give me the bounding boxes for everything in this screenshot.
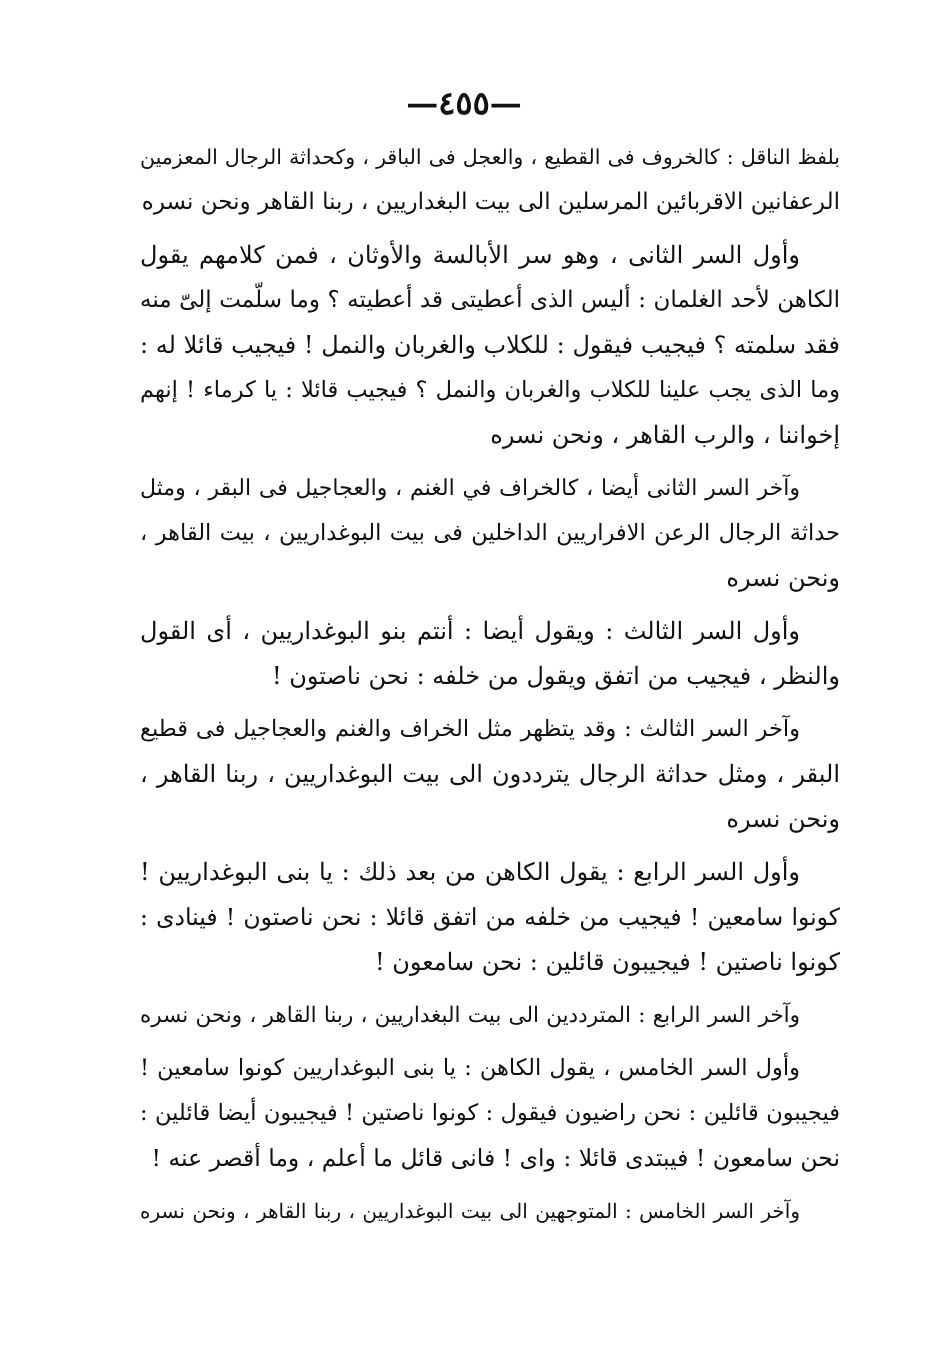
paragraph-gap [140, 1038, 840, 1046]
text-line: وأول السر الثالث : ويقول أيضا : أنتم بنو البوغداريين ، أى القول [140, 617, 800, 645]
text-line: وآخر السر الخامس : المتوجهين الى بيت البوغداريين ، ربنا القاهر ، ونحن نسره [140, 1199, 800, 1223]
text-line: حداثة الرجال الرعن الافراريين الداخلين فى بيت البوغداريين ، بيت القاهر ، [140, 520, 840, 546]
text-line: وما الذى يجب علينا للكلاب والغربان والنمل ؟ فيجيب قائلا : يا كرماء ! إنهم [140, 377, 840, 403]
paragraph-gap [140, 842, 840, 850]
text-line: بلفظ الناقل : كالخروف فى القطيع ، والعجل فى الباقر ، وكحداثة الرجال المعزمين [140, 145, 840, 169]
text-line: وأول السر الثانى ، وهو سر الأبالسة والأوثان ، فمن كلامهم يقول [140, 241, 800, 269]
paragraph-gap [140, 601, 840, 609]
paragraph-gap [140, 225, 840, 233]
page-number: —٤٥٥— [406, 84, 522, 122]
paragraph-gap [140, 985, 840, 993]
text-line: وآخر السر الثالث : وقد يتظهر مثل الخراف والغنم والعجاجيل فى قطيع [140, 716, 800, 742]
text-line: وآخر السر الثانى أيضا ، كالخراف في الغنم ، والعجاجيل فى البقر ، ومثل [140, 476, 800, 501]
text-line: وأول السر الرابع : يقول الكاهن من بعد ذلك : يا بنى البوغداريين ! [140, 858, 800, 886]
text-line: الكاهن لأحد الغلمان : أليس الذى أعطيتى قد أعطيته ؟ وما سلّمت إلىّ منه [140, 287, 840, 313]
text-line: وآخر السر الرابع : المترددين الى بيت البغداريين ، ربنا القاهر ، ونحن نسره [140, 1003, 800, 1028]
text-line: فيجيبون قائلين : نحن راضيون فيقول : كونوا ناصتين ! فيجيبون أيضا قائلين : [140, 1100, 840, 1126]
text-line: إخواننا ، والرب القاهر ، ونحن نسره [490, 421, 840, 449]
body-text [140, 135, 840, 1234]
text-line: والنظر ، فيجيب من اتفق ويقول من خلفه : نحن ناصتون ! [271, 662, 840, 690]
paragraph-gap [140, 1181, 840, 1189]
text-line: الرعفانين الاقربائين المرسلين الى بيت البغداريين ، ربنا القاهر ونحن نسره [141, 189, 840, 215]
text-line: البقر ، ومثل حداثة الرجال يترددون الى بيت البوغداريين ، ربنا القاهر ، [140, 760, 840, 788]
text-line: فقد سلمته ؟ فيجيب فيقول : للكلاب والغربان والنمل ! فيجيب قائلا له : [140, 331, 840, 359]
text-line: كونوا ناصتين ! فيجيبون قائلين : نحن سامعون ! [374, 948, 840, 976]
text-line: وأول السر الخامس ، يقول الكاهن : يا بنى البوغداريين كونوا سامعين ! [140, 1055, 800, 1081]
text-line: نحن سامعون ! فيبتدى قائلا : واى ! فانى قائل ما أعلم ، وما أقصر عنه ! [151, 1144, 840, 1172]
paragraph-gap [140, 699, 840, 707]
text-line: كونوا سامعين ! فيجيب من خلفه من اتفق قائلا : نحن ناصتون ! فينادى : [140, 903, 840, 931]
text-line: ونحن نسره [726, 805, 840, 833]
paragraph-gap [140, 458, 840, 466]
text-line: ونحن نسره [726, 564, 840, 592]
